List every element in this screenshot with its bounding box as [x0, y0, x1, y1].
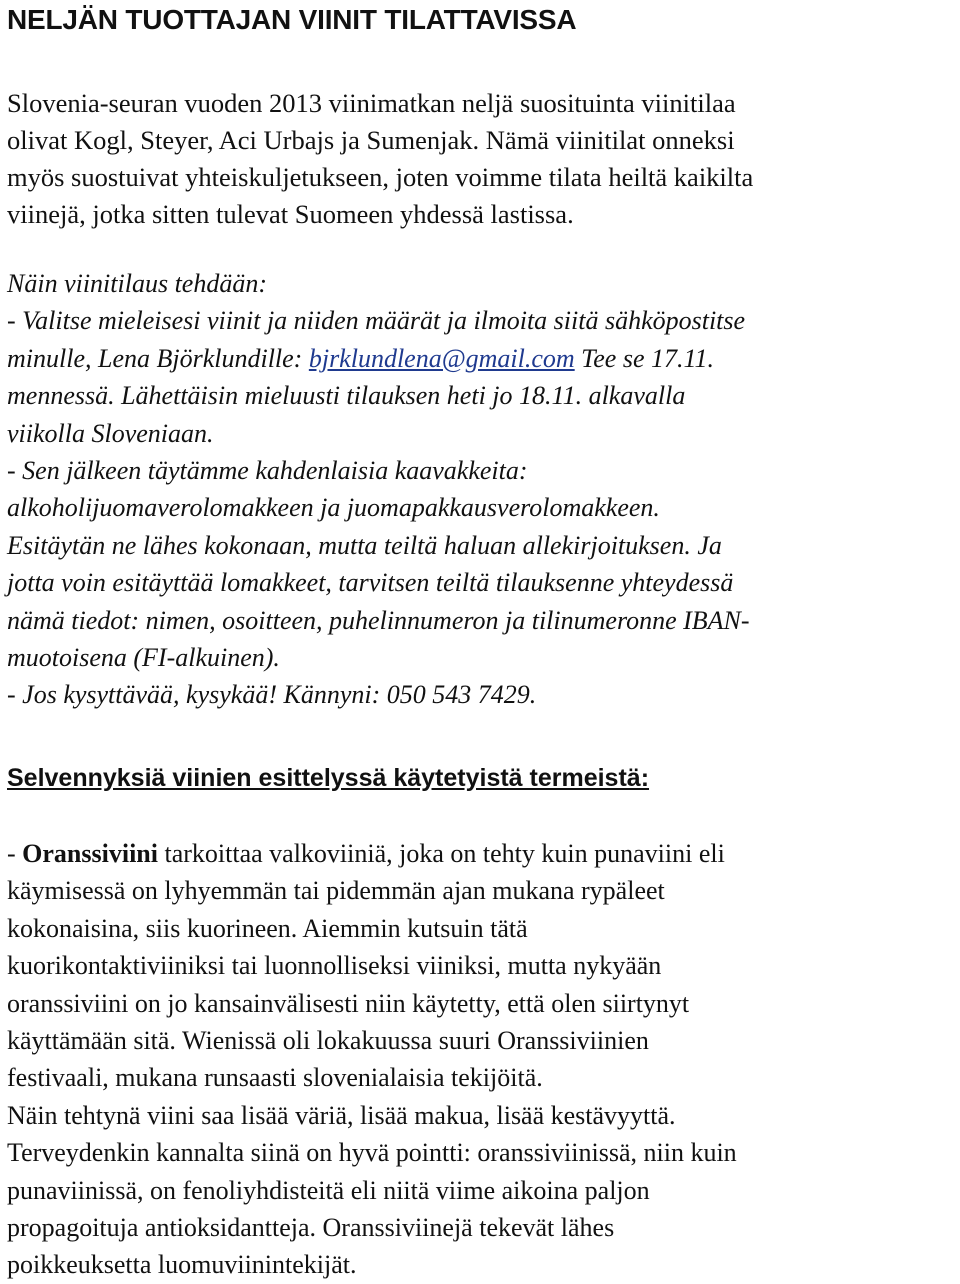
terms-line	[7, 835, 737, 872]
intro-line: Slovenia-seuran vuoden 2013 viinimatkan neljä suosituinta viinitilaa	[7, 88, 736, 118]
intro-line: olivat Kogl, Steyer, Aci Urbajs ja Sumenjak. Nämä viinitilat onneksi	[7, 125, 735, 155]
order-text: Tee se 17.11.	[574, 343, 715, 373]
order-line: nämä tiedot: nimen, osoitteen, puhelinnumeron ja tilinumeronne IBAN-	[7, 605, 750, 635]
terms-dash: -	[7, 839, 23, 868]
intro-line: viinejä, jotka sitten tulevat Suomeen yhdessä lastissa.	[7, 199, 574, 229]
terms-line: kokonaisina, siis kuorineen. Aiemmin kutsuin tätä	[7, 913, 528, 943]
terms-line: oranssiviini on jo kansainvälisesti niin käytetty, että olen siirtynyt	[7, 988, 690, 1018]
order-line: alkoholijuomaverolomakkeen ja juomapakkausverolomakkeen.	[7, 493, 660, 523]
order-line: Esitäytän ne lähes kokonaan, mutta teiltä haluan allekirjoituksen. Ja	[7, 530, 722, 560]
order-line: viikolla Sloveniaan.	[7, 418, 214, 448]
order-text: minulle, Lena Björklundille:	[7, 343, 309, 373]
terms-line: poikkeuksetta luomuviinintekijät.	[7, 1250, 357, 1280]
email-link[interactable]: bjrklundlena@gmail.com	[308, 343, 575, 373]
intro-paragraph	[7, 85, 753, 233]
intro-line: myös suostuivat yhteiskuljetukseen, joten voimme tilata heiltä kaikilta	[7, 162, 754, 192]
order-line: - Valitse mieleisesi viinit ja niiden määrät ja ilmoita siitä sähköpostitse	[7, 306, 746, 336]
order-line: muotoisena (FI-alkuinen).	[7, 643, 280, 673]
page-title: NELJÄN TUOTTAJAN VIINIT TILATTAVISSA	[7, 4, 577, 35]
order-line: jotta voin esitäyttää lomakkeet, tarvitsen teiltä tilauksenne yhteydessä	[7, 568, 734, 598]
order-line: - Jos kysyttävää, kysykää! Kännyni: 050 543 7429.	[7, 680, 537, 710]
terms-line: festivaali, mukana runsaasti slovenialaisia tekijöitä.	[7, 1063, 543, 1093]
order-heading: Näin viinitilaus tehdään:	[7, 269, 267, 298]
order-line: mennessä. Lähettäisin mieluusti tilauksen heti jo 18.11. alkavalla	[7, 381, 686, 411]
order-line	[7, 340, 750, 377]
terms-line: Näin tehtynä viini saa lisää väriä, lisää makua, lisää kestävyyttä.	[7, 1100, 676, 1130]
terms-line: käymisessä on lyhyemmän tai pidemmän ajan mukana rypäleet	[7, 876, 665, 906]
terms-line: kuorikontaktiviiniksi tai luonnolliseksi viiniksi, mutta nykyään	[7, 951, 662, 981]
terms-line: propagoituja antioksidantteja. Oranssiviinejä tekevät lähes	[7, 1213, 615, 1243]
order-line: - Sen jälkeen täytämme kahdenlaisia kaavakkeita:	[7, 456, 528, 486]
order-instructions	[7, 265, 750, 714]
document-page	[7, 0, 960, 1284]
terms-line: käyttämään sitä. Wienissä oli lokakuussa suuri Oranssiviinien	[7, 1026, 649, 1056]
term-oranssiviini: Oranssiviini	[22, 839, 158, 868]
terms-paragraph	[7, 835, 737, 1284]
terms-heading: Selvennyksiä viinien esittelyssä käytetyistä termeistä:	[7, 764, 650, 792]
terms-line: Terveydenkin kannalta siinä on hyvä pointti: oranssiviinissä, niin kuin	[7, 1138, 737, 1168]
terms-text: tarkoittaa valkoviiniä, joka on tehty kuin punaviini eli	[158, 839, 725, 868]
terms-line: punaviinissä, on fenoliyhdisteitä eli niitä viime aikoina paljon	[7, 1175, 650, 1205]
